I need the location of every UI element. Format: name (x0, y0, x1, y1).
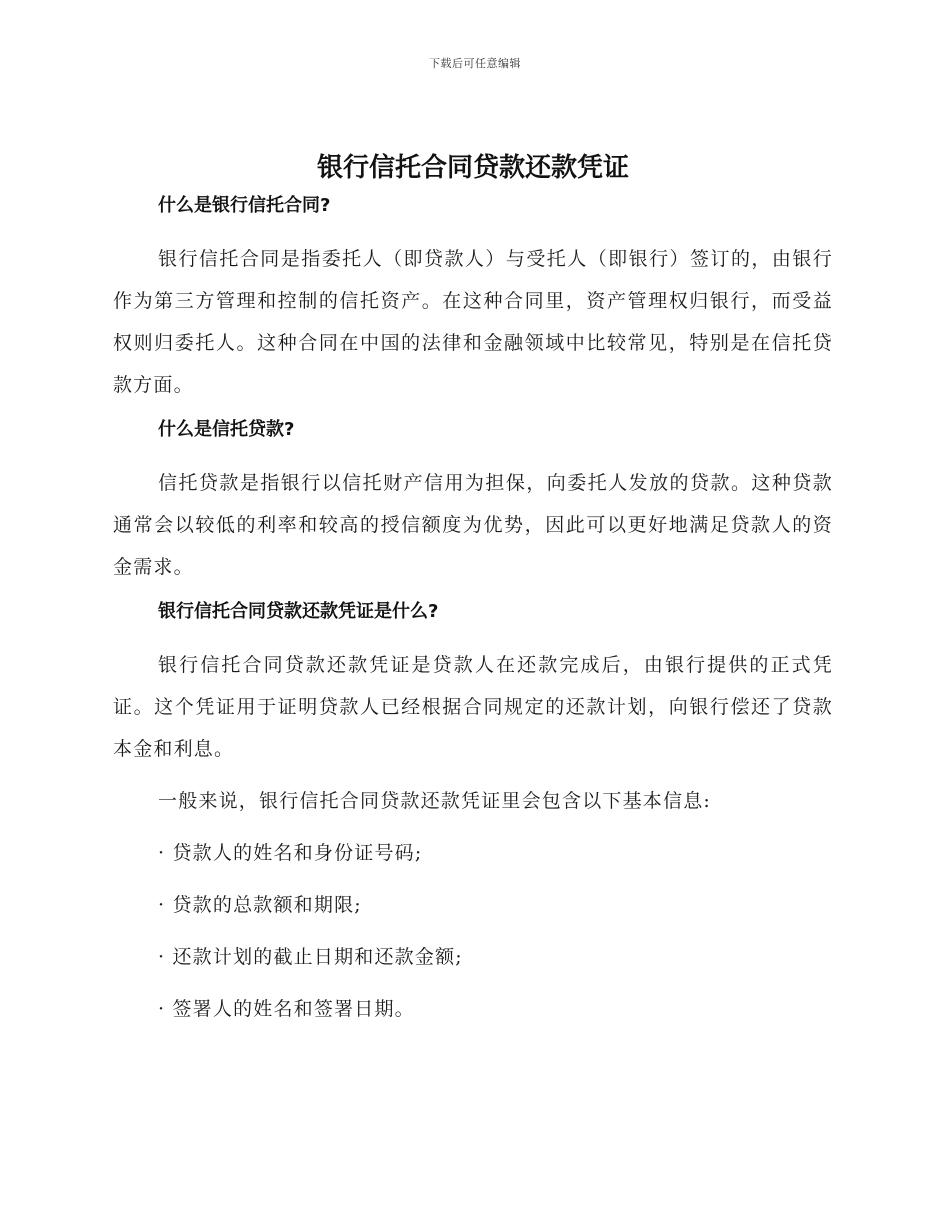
section-heading-trust-loan: 什么是信托贷款? (158, 419, 295, 440)
section-paragraph-trust-loan: 信托贷款是指银行以信托财产信用为担保，向委托人发放的贷款。这种贷款通常会以较低的利率和较高的授信额度为优势，因此可以更好地满足贷款人的资金需求。 (113, 472, 833, 578)
document-title: 银行信托合同贷款还款凭证 (316, 153, 629, 183)
list-item: · 贷款的总款额和期限; (158, 894, 362, 916)
list-item: · 贷款人的姓名和身份证号码; (158, 842, 423, 864)
section-heading-trust-contract: 什么是银行信托合同? (158, 195, 331, 216)
section-paragraph-repayment-voucher: 银行信托合同贷款还款凭证是贷款人在还款完成后，由银行提供的正式凭证。这个凭证用于证明贷款人已经根据合同规定的还款计划，向银行偿还了贷款本金和利息。 (113, 654, 833, 760)
list-item: · 还款计划的截止日期和还款金额; (158, 946, 463, 968)
section-paragraph-trust-contract: 银行信托合同是指委托人（即贷款人）与受托人（即银行）签订的，由银行作为第三方管理和控制的信托资产。在这种合同里，资产管理权归银行，而受益权则归委托人。这种合同在中国的法律和金融领域中比较常见，特别是在信托贷款方面。 (113, 248, 833, 396)
page-header-note: 下载后可任意编辑 (429, 57, 521, 70)
list-item: · 签署人的姓名和签署日期。 (158, 998, 415, 1020)
section-heading-repayment-voucher: 银行信托合同贷款还款凭证是什么? (158, 601, 439, 622)
document-body (113, 148, 833, 1040)
list-intro: 一般来说，银行信托合同贷款还款凭证里会包含以下基本信息: (158, 790, 712, 812)
